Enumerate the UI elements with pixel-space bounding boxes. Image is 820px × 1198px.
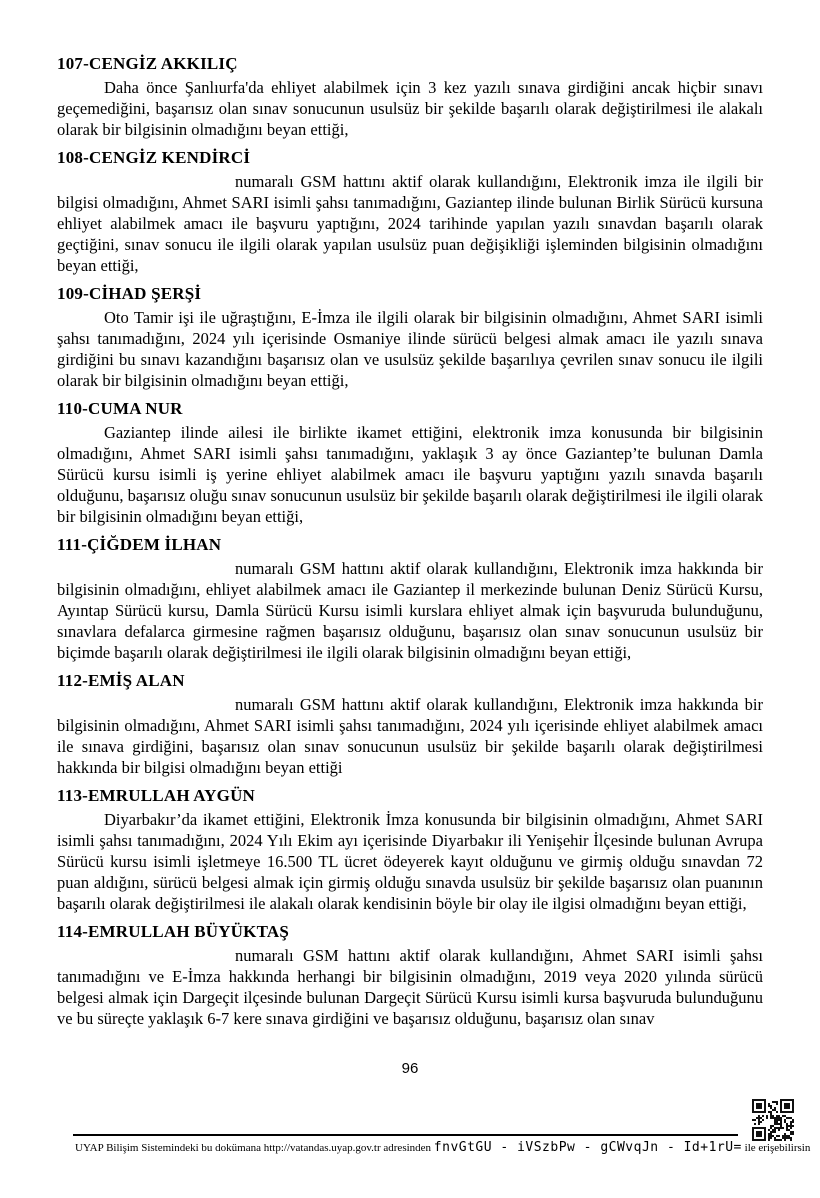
qr-code — [752, 1099, 794, 1141]
footer-access-suffix: ile erişebilirsin — [744, 1142, 811, 1154]
testimony-section-112 — [57, 670, 763, 778]
section-heading: 107-CENGİZ AKKILIÇ — [57, 54, 238, 73]
section-heading: 109-CİHAD ŞERŞİ — [57, 284, 202, 303]
section-body: numaralı GSM hattını aktif olarak kullandığını, Elektronik imza hakkında bir bilgisinin olmadığını, ehliyet alabilmek amacı ile Gaziantep il merkezinde bulunan Deniz Sürücü Kursu, Ayıntap Sürücü kursu, Damla Sürücü Kursu isimli kurslara ehliyet almak için başvuruda bulunduğunu, sınavlara defalarca girmesine rağmen başarısız olduğunu, başarısız olan sınav sonucunun usulsüz bir biçimde başarılı olarak değiştirilmesi ile ilgili olarak bilgisinin olmadığını beyan ettiği, — [57, 559, 763, 662]
section-body: numaralı GSM hattını aktif olarak kullandığını, Ahmet SARI isimli şahsı tanımadığını ve E-İmza hakkında herhangi bir bilgisinin olmadığını, 2019 veya 2020 yılında sürücü belgesi almak için Dargeçit ilçesinde bulunan Dargeçit Sürücü Kursu isimli kursa başvuruda bulunduğunu ve bu süreçte yaklaşık 6-7 kere sınava girdiğini ve başarısız olduğunu, başarısız olan sınav — [57, 946, 763, 1028]
section-body: numaralı GSM hattını aktif olarak kullandığını, Elektronik imza ile ilgili bir bilgisi olmadığını, Ahmet SARI isimli şahsı tanımadığını, Gaziantep ilinde bulunan Birlik Sürücü kursuna ehliyet alabilmek amacı ile başvuru yaptığını, 2024 tarihinde yapılan yazılı sınavdan başarılı olarak geçtiğini, sınav sonucu ile ilgili olarak yapılan usulsüz puan değişikliği işleminden bilgisinin olmadığını beyan ettiği, — [57, 172, 763, 275]
section-body: numaralı GSM hattını aktif olarak kullandığını, Elektronik imza hakkında bir bilgisinin olmadığını, Ahmet SARI isimli şahsı tanımadığını, 2024 yılı içerisinde ehliyet alabilmek amacı ile sınava girdiğini, başarısız olan sınav sonucunun usulsüz bir şekilde başarılı olarak değiştirilmesi hakkında bir bilgisi olmadığını beyan ettiği — [57, 695, 763, 777]
section-body: Oto Tamir işi ile uğraştığını, E-İmza ile ilgili olarak bir bilgisinin olmadığını, Ahmet SARI isimli şahsı tanımadığını, 2024 yılı içerisinde Osmaniye ilinde sürücü belgesi almak amacı ile yazılı sınava girdiğini bu sınavı kazandığını başarısız olan ve usulsüz şekilde başarılıya çevrilen sınav sonucu ile ilgili olarak bir bilgisinin olmadığını beyan ettiği, — [57, 308, 763, 390]
testimony-section-113 — [57, 785, 763, 914]
section-heading: 111-ÇİĞDEM İLHAN — [57, 535, 222, 554]
footer-access-text — [75, 1140, 811, 1155]
page-number: 96 — [401, 1060, 419, 1077]
footer-access-prefix: UYAP Bilişim Sistemindeki bu dokümana http://vatandas.uyap.gov.tr adresinden — [75, 1142, 432, 1154]
section-heading: 113-EMRULLAH AYGÜN — [57, 786, 256, 805]
footer-access-code: fnvGtGU - iVSzbPw - gCWvqJn - Id+1rU= — [433, 1140, 742, 1155]
section-heading: 110-CUMA NUR — [57, 399, 183, 418]
testimony-section-111 — [57, 534, 763, 663]
footer-divider — [73, 1134, 738, 1136]
section-body: Daha önce Şanlıurfa'da ehliyet alabilmek için 3 kez yazılı sınava girdiğini ancak hiçbir sınavı geçemediğini, başarısız olan sınav sonucunun usulsüz bir şekilde başarılı olarak değiştirilmesi ile alakalı olarak bir bilgisinin olmadığını beyan ettiği, — [57, 78, 763, 139]
section-heading: 112-EMİŞ ALAN — [57, 671, 185, 690]
document-body — [57, 53, 763, 1036]
section-body: Diyarbakır’da ikamet ettiğini, Elektronik İmza konusunda bir bilgisinin olmadığını, Ahmet SARI isimli şahsı tanımadığını, 2024 Yılı Ekim ayı içerisinde Diyarbakır ili Yenişehir İlçesinde bulunan Avrupa Sürücü kursu isimli işletmeye 16.500 TL ücret ödeyerek kayıt olduğunu ve girmiş olduğu sınavdan 72 puan aldığını, sürücü belgesi almak için girmiş olduğu sınavda usulsüz bir şekilde başarısız olan puanının başarılı olarak değiştirilmesi ile alakalı olarak kendisinin böyle bir olay ile ilgisi olmadığını beyan ettiği, — [57, 810, 763, 913]
testimony-section-114 — [57, 921, 763, 1029]
section-heading: 108-CENGİZ KENDİRCİ — [57, 148, 251, 167]
testimony-section-110 — [57, 398, 763, 527]
testimony-section-107 — [57, 53, 763, 140]
testimony-section-109 — [57, 283, 763, 391]
testimony-section-108 — [57, 147, 763, 276]
section-heading: 114-EMRULLAH BÜYÜKTAŞ — [57, 922, 289, 941]
section-body: Gaziantep ilinde ailesi ile birlikte ikamet ettiğini, elektronik imza konusunda bir bilgisinin olmadığını, Ahmet SARI isimli şahsı tanımadığını, yaklaşık 3 ay önce Gaziantep’te bulunan Damla Sürücü kursu isimli iş yerine ehliyet alabilmek amacı ile başvuru yaptığını yazılı sınavda başarılı olduğunu, başarısız oluğu sınav sonucunun usulsüz bir şekilde başarılı olarak değiştirilmesi ile ilgili olarak bir bilgisinin olmadığını beyan ettiği, — [57, 423, 763, 526]
